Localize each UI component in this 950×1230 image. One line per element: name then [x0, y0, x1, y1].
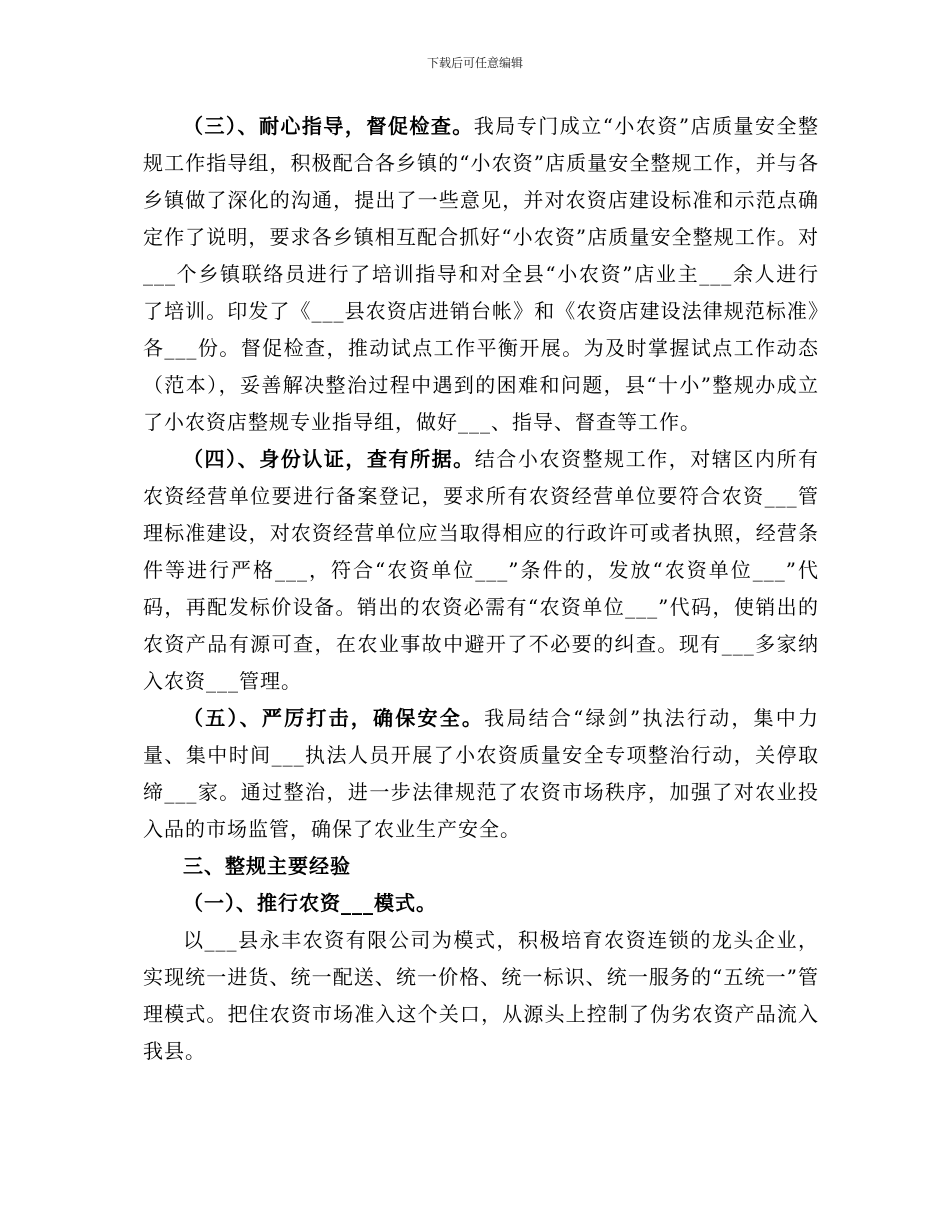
- section-3-lead: （三）、耐心指导，督促检查。: [183, 114, 474, 138]
- page-header-note: 下载后可任意编辑: [426, 56, 523, 70]
- document-body: [143, 108, 819, 1070]
- section-5-lead: （五）、严厉打击，确保安全。: [183, 706, 485, 730]
- section-4-body: 结合小农资整规工作，对辖区内所有农资经营单位要进行备案登记，要求所有农资经营单位要符合农资___管理标准建设，对农资经营单位应当取得相应的行政许可或者执照，经营条件等进行严格___，符合“农资单位___”条件的，发放“农资单位___”代码，再配发标价设备。销出的农资必需有“农资单位___”代码，使销出的农资产品有源可查，在农业事故中避开了不必要的纠查。现有___多家纳入农资___管理。: [143, 447, 820, 693]
- paragraph-section-3: [143, 108, 819, 441]
- heading-sub-model: （一）、推行农资___模式。: [183, 891, 437, 915]
- section-5-body: 我局结合“绿剑”执法行动，集中力量、集中时间___执法人员开展了小农资质量安全专项整治行动，关停取缔___家。通过整治，进一步法律规范了农资市场秩序，加强了对农业投入品的市场监管，确保了农业生产安全。: [143, 706, 820, 841]
- paragraph-section-4: [143, 441, 819, 700]
- paragraph-final: 以___县永丰农资有限公司为模式，积极培育农资连锁的龙头企业，实现统一进货、统一配送、统一价格、统一标识、统一服务的“五统一”管理模式。把住农资市场准入这个关口，从源头上控制了伪劣农资产品流入我县。: [143, 928, 819, 1063]
- section-4-lead: （四）、身份认证，查有所据。: [183, 447, 475, 471]
- paragraph-section-5: [143, 700, 819, 848]
- heading-main-experience: 三、整规主要经验: [183, 854, 351, 878]
- section-3-body: 我局专门成立“小农资”店质量安全整规工作指导组，积极配合各乡镇的“小农资”店质量安全整规工作，并与各乡镇做了深化的沟通，提出了一些意见，并对农资店建设标准和示范点确定作了说明，要求各乡镇相互配合抓好“小农资”店质量安全整规工作。对___个乡镇联络员进行了培训指导和对全县“小农资”店业主___余人进行了培训。印发了《___县农资店进销台帐》和《农资店建设法律规范标准》各___份。督促检查，推动试点工作平衡开展。为及时掌握试点工作动态（范本），妥善解决整治过程中遇到的困难和问题，县“十小”整规办成立了小农资店整规专业指导组，做好___、指导、督查等工作。: [143, 114, 820, 434]
